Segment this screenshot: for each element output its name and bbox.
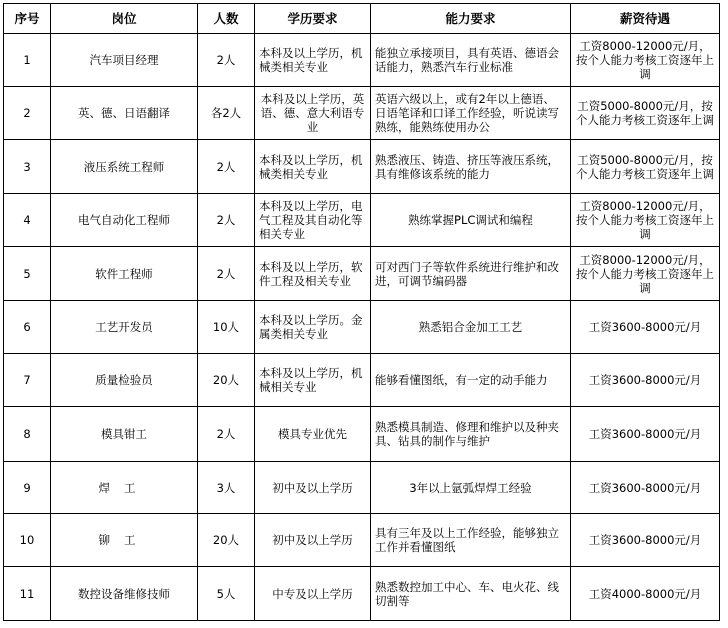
- cell-ability: 熟悉数控加工中心、车、电火花、线切割等: [371, 567, 571, 621]
- table-row: [4, 301, 720, 354]
- cell-ability: 具有三年及以上工作经验，能够独立工作并看懂图纸: [371, 514, 571, 567]
- cell-education: 中专及以上学历: [255, 567, 371, 621]
- cell-salary: 工资3600-8000元/月: [571, 462, 720, 514]
- cell-salary: 工资3600-8000元/月: [571, 354, 720, 407]
- cell-position: 电气自动化工程师: [51, 194, 198, 247]
- cell-count: 20人: [198, 514, 255, 567]
- cell-position: 英、德、日语翻译: [51, 87, 198, 140]
- table-row: [4, 140, 720, 194]
- cell-education: 本科及以上学历，机械类相关专业: [255, 34, 371, 87]
- table-row: [4, 34, 720, 87]
- cell-position: 液压系统工程师: [51, 140, 198, 194]
- cell-position: 铆工: [51, 514, 198, 567]
- cell-education: 本科及以上学历，机械类相关专业: [255, 140, 371, 194]
- cell-salary: 工资3600-8000元/月: [571, 301, 720, 354]
- cell-position: 工艺开发员: [51, 301, 198, 354]
- cell-education: 模具专业优先: [255, 407, 371, 462]
- recruitment-table-container: [3, 3, 720, 621]
- cell-salary: 工资8000-12000元/月，按个人能力考核工资逐年上调: [571, 34, 720, 87]
- cell-education: 初中及以上学历: [255, 514, 371, 567]
- cell-count: 2人: [198, 407, 255, 462]
- cell-salary: 工资8000-12000元/月，按个人能力考核工资逐年上调: [571, 247, 720, 301]
- cell-no: 5: [4, 247, 51, 301]
- header-ability: 能力要求: [371, 4, 571, 34]
- cell-salary: 工资3600-8000元/月: [571, 514, 720, 567]
- cell-education: 本科及以上学历，软件工程及相关专业: [255, 247, 371, 301]
- cell-no: 3: [4, 140, 51, 194]
- table-row: [4, 567, 720, 621]
- cell-ability: 能独立承接项目，具有英语、德语会话能力，熟悉汽车行业标准: [371, 34, 571, 87]
- table-row: [4, 194, 720, 247]
- table-row: [4, 87, 720, 140]
- cell-salary: 工资5000-8000元/月，按个人能力考核工资逐年上调: [571, 140, 720, 194]
- cell-count: 2人: [198, 247, 255, 301]
- cell-no: 2: [4, 87, 51, 140]
- cell-salary: 工资8000-12000元/月，按个人能力考核工资逐年上调: [571, 194, 720, 247]
- cell-position: 质量检验员: [51, 354, 198, 407]
- cell-education: 本科及以上学历。金属类相关专业: [255, 301, 371, 354]
- header-no: 序号: [4, 4, 51, 34]
- cell-no: 1: [4, 34, 51, 87]
- cell-ability: 熟悉模具制造、修理和维护以及种夹具、钻具的制作与维护: [371, 407, 571, 462]
- cell-no: 10: [4, 514, 51, 567]
- table-row: [4, 462, 720, 514]
- table-row: [4, 247, 720, 301]
- cell-education: 初中及以上学历: [255, 462, 371, 514]
- cell-education: 本科及以上学历，机械相关专业: [255, 354, 371, 407]
- header-education: 学历要求: [255, 4, 371, 34]
- header-count: 人数: [198, 4, 255, 34]
- cell-ability: 熟练掌握PLC调试和编程: [371, 194, 571, 247]
- cell-no: 9: [4, 462, 51, 514]
- cell-count: 10人: [198, 301, 255, 354]
- cell-no: 4: [4, 194, 51, 247]
- header-position: 岗位: [51, 4, 198, 34]
- cell-ability: 熟悉铝合金加工工艺: [371, 301, 571, 354]
- cell-salary: 工资4000-8000元/月: [571, 567, 720, 621]
- cell-salary: 工资3600-8000元/月: [571, 407, 720, 462]
- cell-education: 本科及以上学历，电气工程及其自动化等相关专业: [255, 194, 371, 247]
- cell-no: 11: [4, 567, 51, 621]
- cell-position: 焊工: [51, 462, 198, 514]
- cell-count: 3人: [198, 462, 255, 514]
- cell-ability: 熟悉液压、铸造、挤压等液压系统，具有维修该系统的能力: [371, 140, 571, 194]
- cell-ability: 可对西门子等软件系统进行维护和改进，可调节编码器: [371, 247, 571, 301]
- cell-count: 2人: [198, 140, 255, 194]
- table-row: [4, 407, 720, 462]
- cell-no: 7: [4, 354, 51, 407]
- cell-no: 6: [4, 301, 51, 354]
- cell-position: 汽车项目经理: [51, 34, 198, 87]
- cell-ability: 英语六级以上，或有2年以上德语、日语笔译和口译工作经验，听说读写熟练，能熟练使用办公: [371, 87, 571, 140]
- table-row: [4, 354, 720, 407]
- cell-no: 8: [4, 407, 51, 462]
- cell-count: 2人: [198, 34, 255, 87]
- table-row: [4, 514, 720, 567]
- cell-count: 5人: [198, 567, 255, 621]
- cell-position: 软件工程师: [51, 247, 198, 301]
- header-row: [4, 4, 720, 34]
- cell-ability: 能够看懂图纸，有一定的动手能力: [371, 354, 571, 407]
- cell-salary: 工资5000-8000元/月，按个人能力考核工资逐年上调: [571, 87, 720, 140]
- cell-count: 各2人: [198, 87, 255, 140]
- cell-ability: 3年以上氩弧焊焊工经验: [371, 462, 571, 514]
- cell-position: 数控设备维修技师: [51, 567, 198, 621]
- cell-count: 20人: [198, 354, 255, 407]
- cell-position: 模具钳工: [51, 407, 198, 462]
- cell-count: 2人: [198, 194, 255, 247]
- cell-education: 本科及以上学历，英语、德、意大利语专业: [255, 87, 371, 140]
- header-salary: 薪资待遇: [571, 4, 720, 34]
- recruitment-table: [3, 3, 720, 621]
